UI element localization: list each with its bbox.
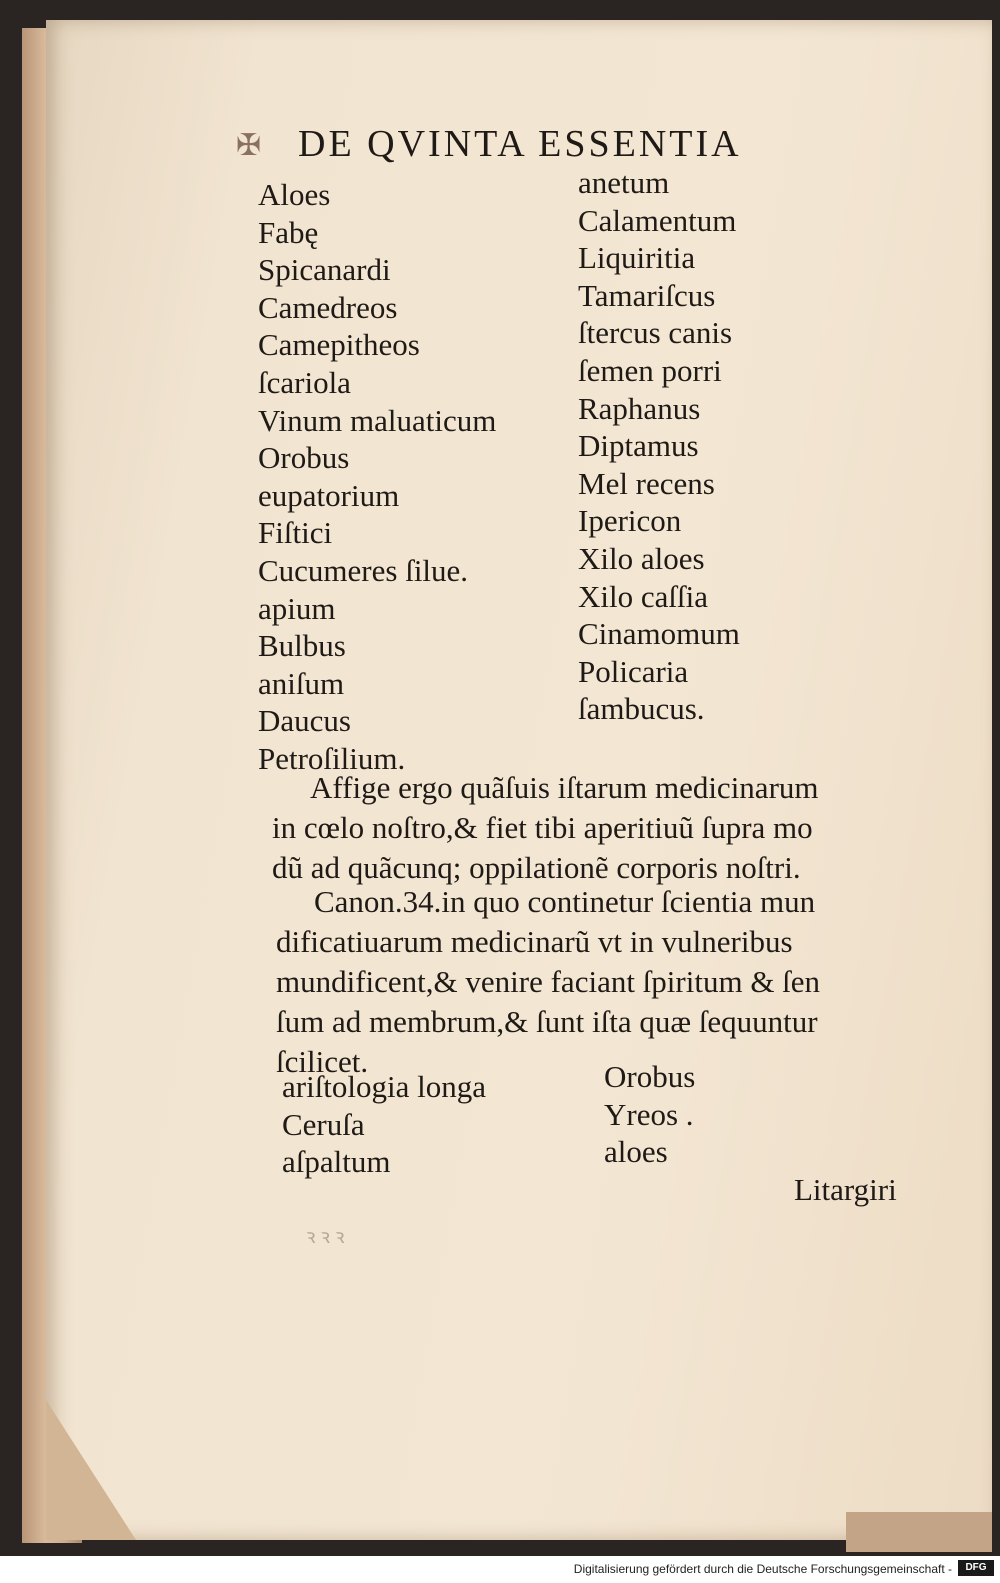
ingredient-list-2-left [282,1068,486,1181]
paragraph-line: dũ ad quãcunq; oppilationẽ corporis noſtri. [272,850,801,885]
list-item: Policaria [578,653,689,689]
list-item: aloes [604,1134,668,1170]
list-item: anetum [578,165,670,200]
list-item: Ipericon [578,503,682,539]
list-item: Diptamus [578,428,699,464]
list-item: Aloes [258,177,331,212]
list-item: ariſtologia longa [282,1069,487,1104]
list-item: Cucumeres ſilue. [258,552,469,588]
dfg-logo: DFG [958,1560,994,1576]
footer-credit: Digitalisierung gefördert durch die Deutsche Forschungsgemeinschaft - [573,1562,952,1576]
faint-bleedthrough-mark: ꝛ ꝛ ꝛ [306,1226,345,1248]
list-item: Vinum maluaticum [258,402,497,438]
list-item: ſtercus canis [578,315,733,351]
list-item: ſcariola [258,364,351,400]
list-item: Xilo aloes [578,540,705,576]
paragraph-line: dificatiuarum medicinarũ vt in vulneribus [276,924,793,959]
list-item: Bulbus [258,628,346,664]
paragraph-line: ſcilicet. [276,1044,369,1079]
catchword: Litargiri [794,1172,897,1207]
paragraph-affige [272,768,819,888]
list-item: Mel recens [578,465,715,501]
list-item: Calamentum [578,202,737,238]
list-item: Orobus [604,1059,696,1094]
page-heading: DE QVINTA ESSENTIA [298,123,742,165]
list-item: aniſum [258,665,345,701]
list-item: Cinamomum [578,616,740,652]
paragraph-line: Affige ergo quãſuis iſtarum medicinarum [310,770,819,805]
list-item: ſambucus. [578,691,705,727]
list-item: Xilo caſſia [578,578,708,614]
page-bottom-edge [846,1512,992,1552]
list-item: Spicanardi [258,252,391,288]
list-item: Daucus [258,703,351,739]
list-item: Camepitheos [258,327,420,363]
list-item: Yreos . [604,1096,694,1132]
paragraph-line: mundificent,& venire faciant ſpiritum & ſen [276,964,821,999]
list-item: Raphanus [578,390,701,426]
list-item: Fiſtici [258,515,333,551]
ingredient-list-1-right [578,164,740,728]
list-item: eupatorium [258,477,400,513]
ingredient-list-2-right [604,1058,695,1171]
list-item: Ceruſa [282,1106,365,1142]
paragraph-line: ſum ad membrum,& ſunt iſta quæ ſequuntur [276,1004,818,1039]
list-item: Petroſilium. [258,740,406,776]
list-item: Fabę [258,214,319,250]
list-item: aſpaltum [282,1144,391,1180]
page-corner-fold [46,1400,136,1540]
list-item: ſemen porri [578,352,722,388]
ingredient-list-1-left [258,176,496,778]
list-item: Camedreos [258,289,398,325]
list-item: Tamariſcus [578,277,716,313]
paragraph-line: in cœlo noſtro,& fiet tibi aperitiuũ ſupra mo [272,810,813,845]
paragraph-line: Canon.34.in quo continetur ſcientia mun [314,884,816,919]
heading-ornament: ✠ [236,129,262,162]
paragraph-canon-34 [276,882,820,1082]
list-item: Orobus [258,440,350,476]
list-item: Liquiritia [578,240,696,276]
list-item: apium [258,590,336,626]
